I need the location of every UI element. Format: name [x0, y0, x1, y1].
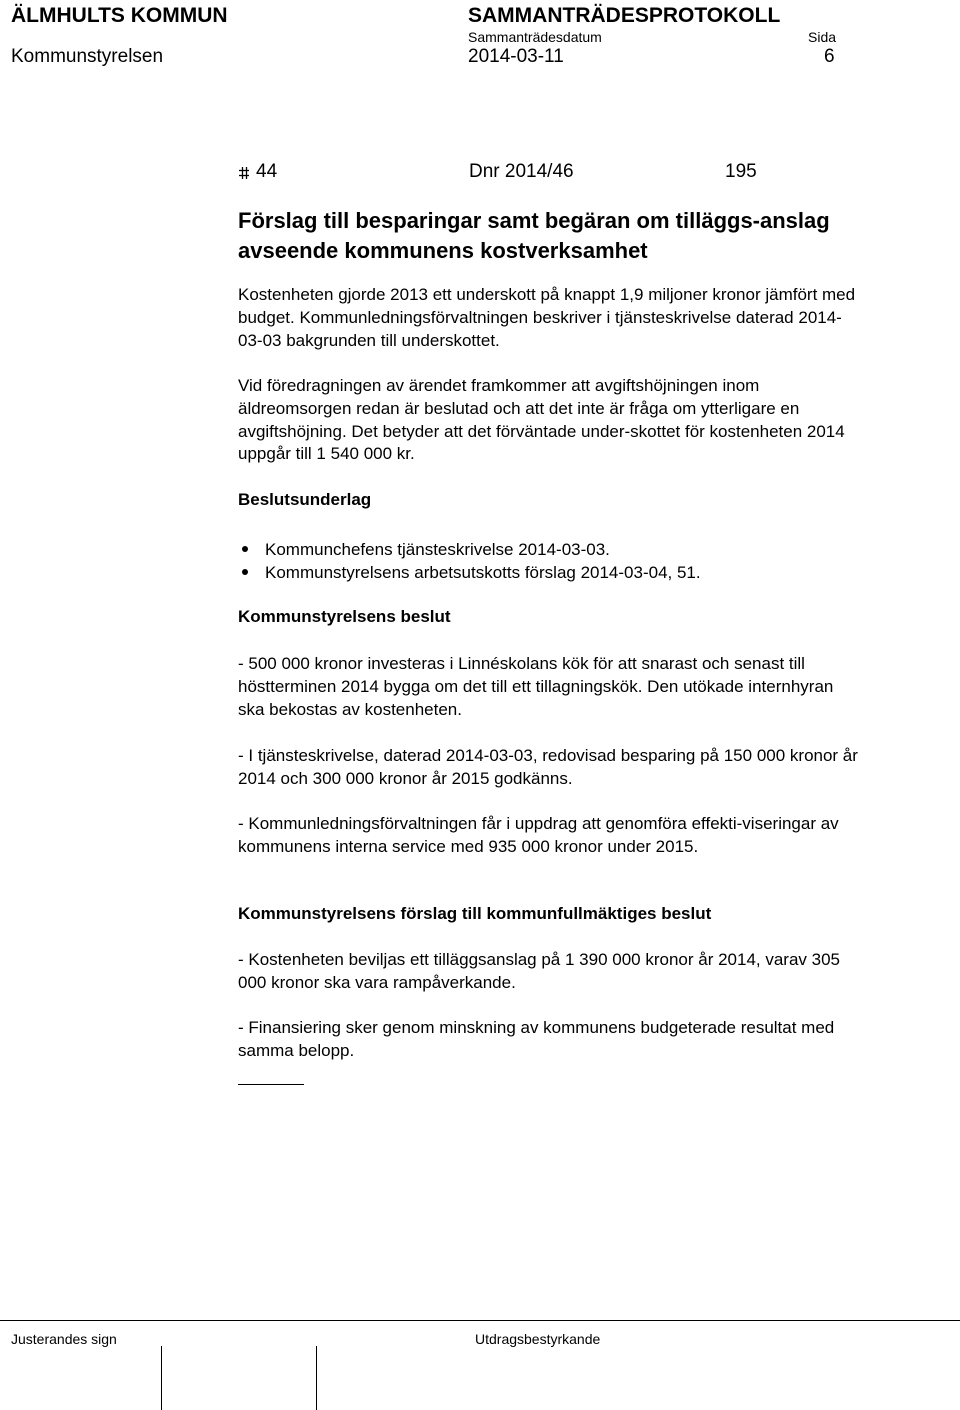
decision-paragraph-1: - 500 000 kronor investeras i Linnéskolans kök för att snarast och senast till höstterminen 2014 bygga om det till ett tillagningskök. Den utökade internhyran ska bekostas av kostenheten.: [238, 654, 834, 719]
decision-paragraph-3: - Kommunledningsförvaltningen får i uppdrag att genomföra effekti-viseringar av kommunens interna service med 935 000 kronor under 2015.: [238, 814, 839, 856]
governing-body: Kommunstyrelsen: [11, 46, 164, 67]
page-label: Sida: [808, 29, 837, 45]
bullet-icon: [242, 546, 248, 552]
proposal-paragraph-1: - Kostenheten beviljas ett tilläggsanslag på 1 390 000 kronor år 2014, varav 305 000 kronor ska vara rampåverkande.: [238, 950, 841, 992]
list-item: Kommunstyrelsens arbetsutskotts förslag 2014-03-04, 51.: [238, 561, 858, 584]
meeting-date-label: Sammanträdesdatum: [468, 29, 602, 45]
end-divider: [238, 1084, 304, 1085]
page-number: 6: [824, 46, 835, 67]
document-type: SAMMANTRÄDESPROTOKOLL: [468, 4, 781, 27]
footer-divider: [0, 1320, 960, 1321]
section-sign-icon: [238, 166, 251, 180]
bullet-icon: [242, 569, 248, 575]
signature-box-divider: [161, 1346, 162, 1410]
case-page-ref: 195: [725, 161, 757, 182]
basis-list: [238, 538, 858, 584]
proposal-paragraph-2: - Finansiering sker genom minskning av kommunens budgeterade resultat med samma belopp.: [238, 1018, 835, 1060]
signature-box-divider: [316, 1346, 317, 1410]
adjusters-signature-label: Justerandes sign: [11, 1331, 117, 1347]
list-item: Kommunchefens tjänsteskrivelse 2014-03-03.: [238, 538, 858, 561]
extract-certification-label: Utdragsbestyrkande: [475, 1331, 601, 1347]
case-number: 44: [256, 161, 278, 182]
decision-paragraph-2: - I tjänsteskrivelse, daterad 2014-03-03, redovisad besparing på 150 000 kronor år 2014 och 300 000 kronor år 2015 godkänns.: [238, 746, 858, 788]
proposal-heading: Kommunstyrelsens förslag till kommunfullmäktiges beslut: [238, 904, 712, 923]
decision-heading: Kommunstyrelsens beslut: [238, 607, 451, 626]
intro-paragraph-1: Kostenheten gjorde 2013 ett underskott på knappt 1,9 miljoner kronor jämfört med budget. Kommunledningsförvaltningen beskriver i tjänsteskrivelse daterad 2014-03-03 bakgrunden till underskottet.: [238, 285, 856, 350]
case-title: Förslag till besparingar samt begäran om tilläggs-anslag avseende kommunens kostverksamhet: [238, 208, 830, 263]
meeting-date: 2014-03-11: [468, 46, 564, 67]
municipality-name: ÄLMHULTS KOMMUN: [11, 4, 228, 27]
basis-heading: Beslutsunderlag: [238, 490, 372, 509]
intro-paragraph-2: Vid föredragningen av ärendet framkommer att avgiftshöjningen inom äldreomsorgen redan är beslutad och att det inte är fråga om ytterligare en avgiftshöjning. Det betyder att det förväntade under-skottet för kostenheten 2014 uppgår till 1 540 000 kr.: [238, 376, 845, 464]
case-dnr: Dnr 2014/46: [469, 161, 574, 182]
